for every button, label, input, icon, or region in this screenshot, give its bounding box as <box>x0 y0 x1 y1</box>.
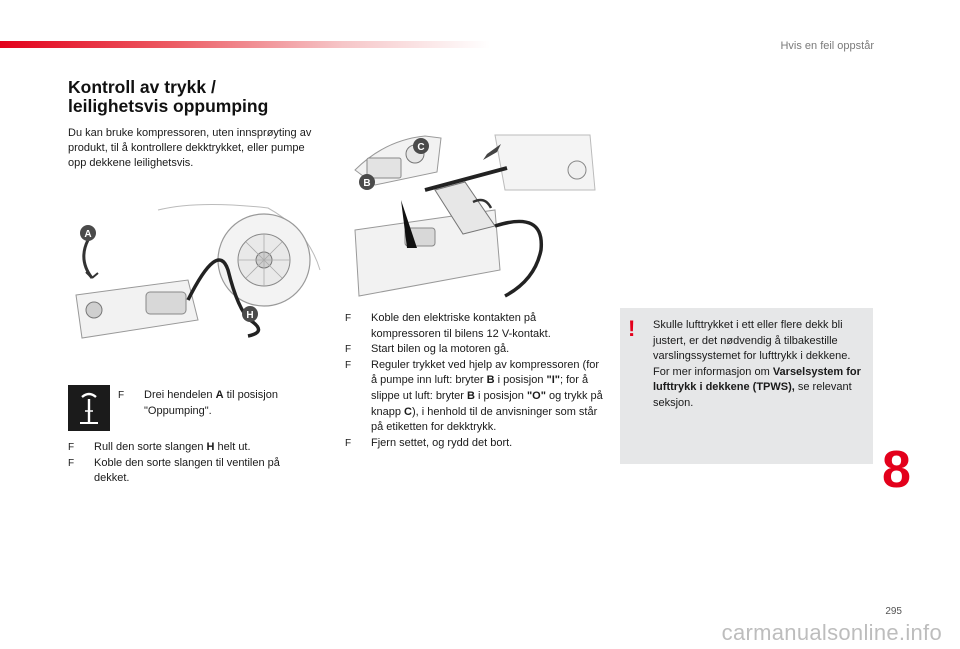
adjust-key-C: C <box>404 405 412 418</box>
warning-text-2 <box>653 365 866 412</box>
page-number: 295 <box>885 606 902 617</box>
step-unroll-text-1: Rull den sorte slangen <box>94 441 207 453</box>
bullet-glyph: F <box>68 442 75 453</box>
label-A-badge <box>80 225 96 241</box>
bullet-glyph: F <box>68 457 75 469</box>
step-start-engine-text: Start bilen og la motoren gå. <box>371 343 510 356</box>
bullet-glyph: F <box>345 437 352 449</box>
step-lever-item <box>118 388 308 419</box>
page-title-line-1: Kontroll av trykk / <box>68 77 216 97</box>
intro-paragraph: Du kan bruke kompressoren, uten innsprøyting av produkt, til å kontrollere dekktrykket, eller pumpe opp dekkene leilighetsvis. <box>68 127 312 169</box>
bullet-glyph: F <box>345 313 352 324</box>
header-color-bar <box>0 41 490 48</box>
step-connect-power-text: Koble den elektriske kontakten på kompressoren til bilens 12 V-kontakt. <box>371 312 551 340</box>
label-H-badge <box>242 306 258 322</box>
step-remove-kit-text: Fjern settet, og rydd det bort. <box>371 436 513 449</box>
bullet-glyph: F <box>345 359 352 371</box>
adjust-key-B-2: B <box>467 389 475 402</box>
step-connect-text: Koble den sorte slangen til ventilen på dekket. <box>94 456 280 485</box>
label-H: H <box>246 310 254 321</box>
watermark: carmanualsonline.info <box>721 620 942 645</box>
bullet-glyph: F <box>118 390 125 401</box>
step-lever-text-1: Drei hendelen <box>144 389 216 401</box>
label-A: A <box>84 229 92 240</box>
bullet-glyph: F <box>345 344 352 356</box>
warning-text-2a: For mer informasjon om <box>653 365 773 378</box>
page-title-line-2: leilighetsvis oppumping <box>68 96 269 116</box>
warning-tpws-reference: Varselsystem for lufttrykk i dekkene (TPWS), <box>653 365 861 394</box>
adjust-position-O: "O" <box>526 389 546 402</box>
lever-position-icon <box>68 385 110 431</box>
adjust-text-3: ; for å slippe ut luft: bryter <box>371 374 589 402</box>
warning-text-2b: se relevant seksjon. <box>653 381 852 409</box>
warning-icon: ! <box>628 316 636 341</box>
step-connect-power <box>345 311 605 342</box>
steps-hose <box>68 440 308 487</box>
adjust-text-2: i posisjon <box>494 374 547 387</box>
page-title <box>68 78 268 116</box>
warning-text-1: Skulle lufttrykket i ett eller flere dekk bli justert, er det nødvendig å tilbakestille varslingssystemet for lufttrykk i dekkene. <box>653 319 851 363</box>
warning-text <box>653 318 866 412</box>
adjust-text-1: Reguler trykket ved hjelp av kompressoren (for å pumpe inn luft: bryter <box>371 358 600 387</box>
adjust-text-6: ), i henhold til de anvisninger som står på etiketten for dekktrykk. <box>371 405 598 434</box>
step-lever <box>118 388 308 419</box>
step-connect-hose <box>68 456 308 487</box>
inflate-lever-icon <box>68 385 110 431</box>
step-start-engine <box>345 342 605 358</box>
step-unroll-key: H <box>206 441 215 453</box>
label-C: C <box>417 142 425 153</box>
label-B: B <box>363 178 371 189</box>
chapter-number: 8 <box>882 441 911 499</box>
step-remove-kit <box>345 436 605 452</box>
adjust-position-I: "I" <box>546 374 560 387</box>
adjust-key-B: B <box>486 374 495 387</box>
compressor-wheel-illustration <box>68 200 328 340</box>
section-title: Hvis en feil oppstår <box>780 40 874 52</box>
adjust-text-5: og trykk på knapp <box>371 389 603 418</box>
warning-box <box>620 308 873 464</box>
adjust-text-4: i posisjon <box>474 389 527 402</box>
label-C-badge <box>413 138 429 154</box>
step-lever-text-2: til posisjon "Oppumping". <box>144 389 278 417</box>
step-adjust-pressure <box>345 358 605 436</box>
label-B-badge <box>359 174 375 190</box>
step-lever-key: A <box>215 389 224 401</box>
step-unroll-hose <box>68 440 308 456</box>
steps-compressor <box>345 311 605 451</box>
step-unroll-text-2: helt ut. <box>214 441 251 453</box>
compressor-dashboard-illustration <box>345 130 600 298</box>
